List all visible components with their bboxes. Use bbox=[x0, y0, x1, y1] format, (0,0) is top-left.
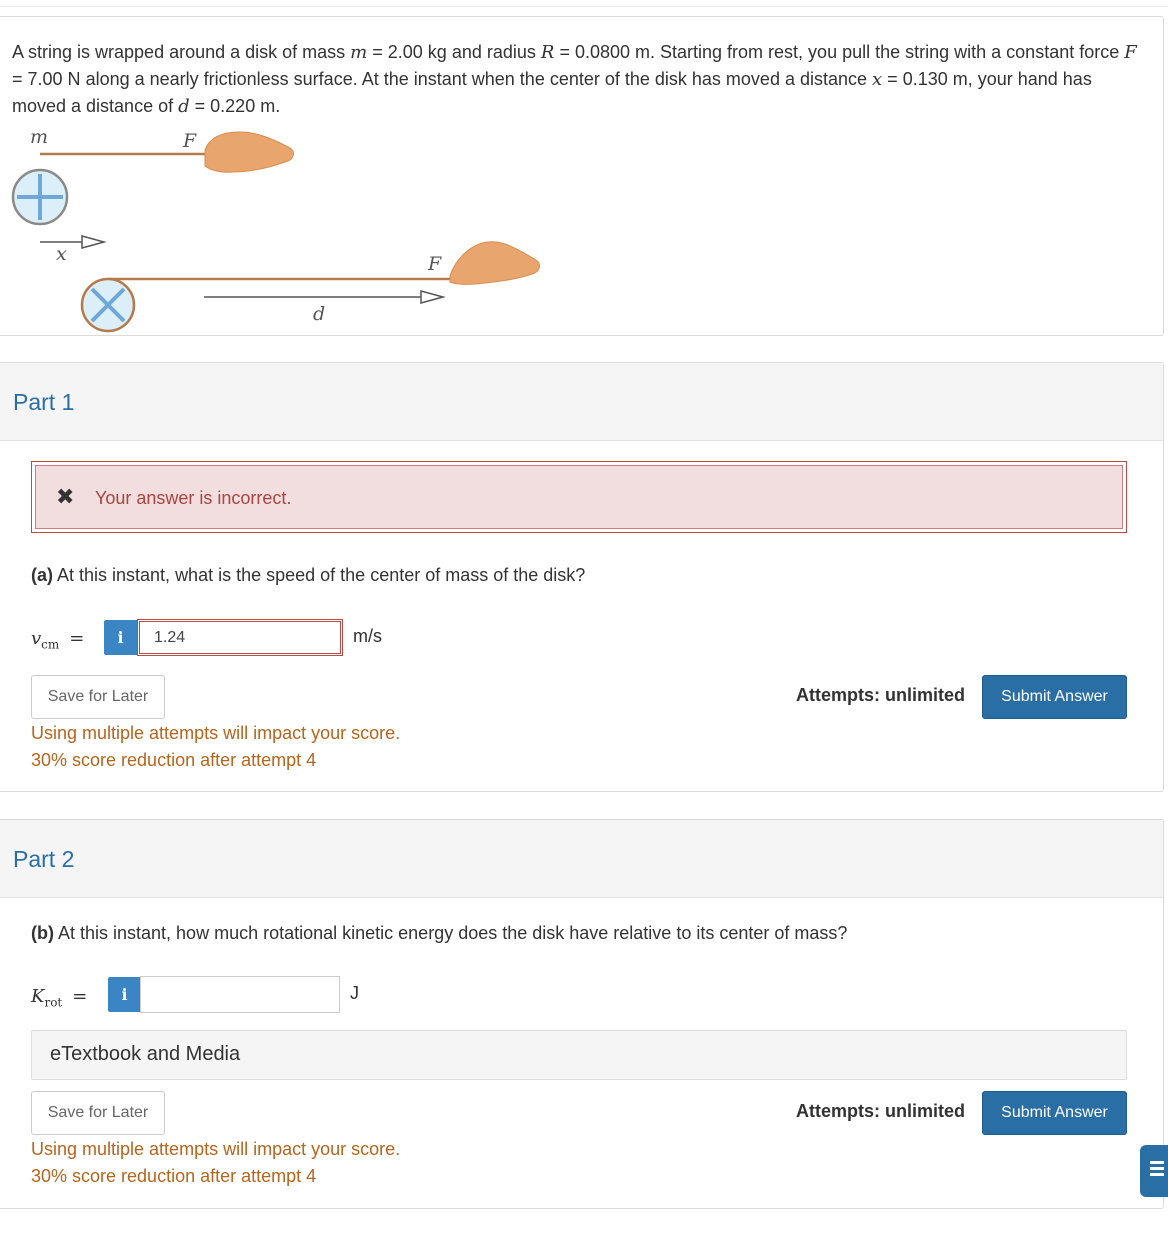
label-F-top: F bbox=[183, 130, 197, 152]
etextbook-media-panel[interactable] bbox=[31, 1030, 1127, 1080]
submit-answer-button[interactable]: Submit Answer bbox=[982, 1091, 1127, 1135]
part2-question: (b) At this instant, how much rotational kinetic energy does the disk have relative to its center of mass? bbox=[31, 923, 848, 943]
label-m: m bbox=[30, 126, 49, 148]
attempts-label: Attempts: unlimited bbox=[796, 1101, 965, 1121]
problem-card bbox=[0, 16, 1164, 336]
submit-answer-button[interactable]: Submit Answer bbox=[982, 675, 1127, 719]
menu-lines-icon bbox=[1140, 1145, 1168, 1197]
part2-variable-label: $K_{rot}$ = bbox=[31, 986, 88, 1010]
attempts-warning: Using multiple attempts will impact your score. 30% score reduction after attempt 4 bbox=[31, 723, 401, 770]
part1-variable-label: $v_{cm}$ = bbox=[31, 628, 85, 652]
problem-statement: A string is wrapped around a disk of mass m = 2.00 kg and radius R = 0.0800 m. Starting from rest, you pull the string with a constant force F = 7.00 N along a nearly frictionless surface. At the instant when the center of the disk has moved a distance x = 0.130 m, your hand has moved a distance of d = 0.220 m. bbox=[12, 42, 1137, 117]
part2-card bbox=[0, 819, 1164, 1209]
side-feedback-tab[interactable] bbox=[1140, 1145, 1168, 1197]
label-F-bottom: F bbox=[428, 253, 442, 275]
part2-unit: J bbox=[350, 983, 359, 1003]
part2-title: Part 2 bbox=[13, 846, 75, 872]
hand-bottom bbox=[450, 242, 539, 285]
info-icon[interactable]: i bbox=[104, 620, 137, 655]
hand-top bbox=[205, 132, 293, 172]
top-divider bbox=[0, 6, 1168, 7]
part2-answer-input[interactable] bbox=[140, 976, 340, 1013]
attempts-warning: Using multiple attempts will impact your score. 30% score reduction after attempt 4 bbox=[31, 1139, 401, 1186]
part1-unit: m/s bbox=[353, 626, 382, 646]
part1-answer-input[interactable] bbox=[137, 619, 343, 656]
part1-card bbox=[0, 362, 1164, 792]
save-for-later-button[interactable]: Save for Later bbox=[31, 1091, 165, 1135]
part1-question: (a) At this instant, what is the speed of the center of mass of the disk? bbox=[31, 565, 586, 585]
label-d: d bbox=[313, 303, 326, 325]
info-icon[interactable]: i bbox=[108, 977, 141, 1012]
part2-header bbox=[0, 820, 1163, 898]
incorrect-alert bbox=[31, 461, 1127, 533]
attempts-label: Attempts: unlimited bbox=[796, 685, 965, 705]
save-for-later-button[interactable]: Save for Later bbox=[31, 675, 165, 719]
disk-string-figure bbox=[0, 112, 560, 337]
label-x: x bbox=[56, 243, 67, 265]
alert-message: Your answer is incorrect. bbox=[95, 488, 292, 508]
close-x-icon: ✖ bbox=[56, 484, 75, 509]
part1-title: Part 1 bbox=[13, 389, 75, 415]
part1-header bbox=[0, 363, 1163, 441]
etextbook-label: eTextbook and Media bbox=[50, 1043, 241, 1065]
